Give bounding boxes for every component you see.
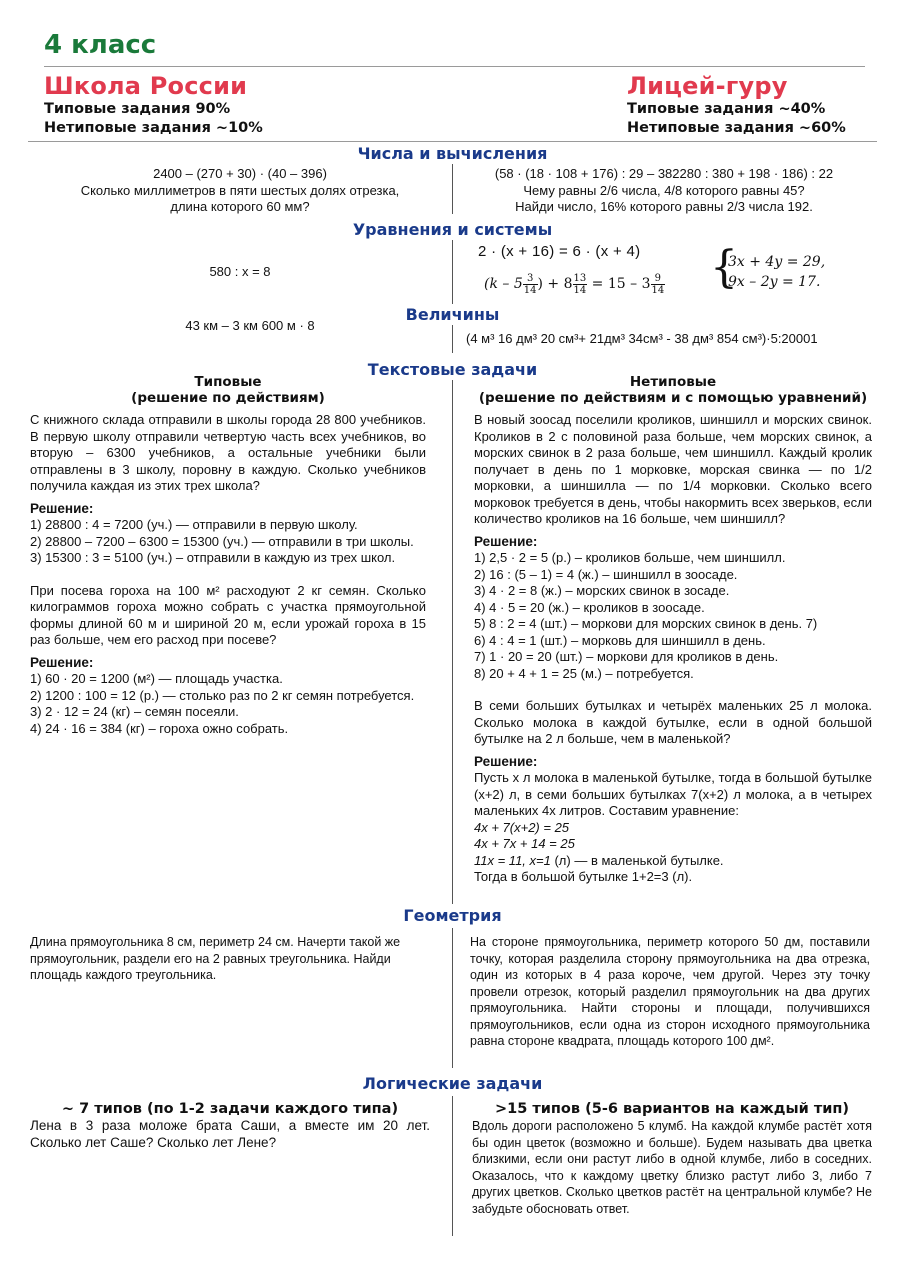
right-program-name: Лицей-гуру — [627, 72, 788, 100]
divider — [44, 66, 865, 67]
right-program — [627, 72, 846, 138]
numerator: 3 — [523, 273, 538, 285]
expression: (58 · (18 · 108 + 176) : 29 – 382280 : 380 + 198 · 186) : 22 — [494, 166, 834, 181]
eq-part: (k – 5 — [484, 276, 523, 292]
denominator: 14 — [523, 284, 537, 296]
task-text: Чему равны 2/6 числа, 4/8 которого равны 45? — [523, 182, 805, 198]
right-program-typical: Типовые задания ~40% — [627, 101, 826, 117]
equation-result-note: (л) — в маленькой бутылке. — [550, 852, 724, 868]
solution-label: Решение: — [30, 654, 94, 670]
solution-step: 1) 2,5 · 2 = 5 (р.) – кроликов больше, чем шиншилл. — [474, 550, 786, 565]
solution-step: 4) 24 · 16 = 384 (кг) – гороха ожно собрать. — [30, 720, 289, 736]
numbers-right — [462, 166, 866, 216]
text-problems-left — [30, 374, 426, 737]
section-title-equations: Уравнения и системы — [352, 220, 553, 239]
solution-step: 1) 60 · 20 = 1200 (м²) — площадь участка. — [30, 671, 283, 686]
solution-label: Решение: — [474, 753, 538, 769]
quantities-left: 43 км – 3 км 600 м · 8 — [185, 318, 315, 333]
column-heading: Типовые — [194, 374, 262, 390]
solution-step: 3) 15300 : 3 = 5100 (уч.) – отправили в каждую из трех школ. — [30, 550, 396, 565]
column-subheading: (решение по действиям) — [131, 390, 325, 406]
solution-step: 6) 4 : 4 = 1 (шт.) – морковь для шиншилл в день. — [474, 632, 766, 648]
equation-step — [474, 853, 872, 870]
task-text: Сколько миллиметров в пяти шестых долях отрезка, — [80, 182, 400, 198]
fraction — [523, 273, 538, 296]
section-title-quantities: Величины — [405, 305, 500, 324]
solution-step: 2) 1200 : 100 = 12 (р.) — столько раз по 2 кг семян потребуется. — [30, 687, 415, 703]
solution-step: 5) 8 : 2 = 4 (шт.) – моркови для морских свинок в день. 7) — [474, 616, 818, 631]
column-divider — [452, 928, 453, 1068]
column-divider — [452, 164, 453, 214]
text-problems-right — [474, 374, 872, 886]
equation-system — [728, 252, 825, 292]
page-title: 4 класс — [44, 30, 157, 60]
left-program-name: Школа России — [44, 72, 248, 100]
system-brace: { — [710, 242, 738, 293]
eq-part: ) + 8 — [537, 276, 573, 292]
column-divider — [452, 240, 453, 304]
section-title-numbers: Числа и вычисления — [357, 144, 548, 163]
denominator: 14 — [573, 284, 587, 296]
task-text: длина которого 60 мм? — [170, 199, 310, 214]
equation-step: 4х + 7х + 14 = 25 — [474, 836, 575, 851]
expression: 2400 – (270 + 30) · (40 – 396) — [153, 166, 327, 181]
solution-step: 3) 2 · 12 = 24 (кг) – семян посеяли. — [30, 704, 239, 719]
column-divider — [452, 380, 453, 904]
eq-part: = 15 – 3 — [587, 276, 651, 292]
solution-text: Пусть х л молока в маленькой бутылке, тогда в большой бутылке (х+2) л, в семи больших бутылках 7(х+2) л молока, а в четырех маленьких 4х литров. Составим уравнение: — [474, 770, 872, 818]
task-text: Вдоль дороги расположено 5 клумб. На каждой клумбе растёт хотя бы один цветок (возможно и больше). Будем называть два цветка близкими, если они растут либо в одной клумбе, либо в соседних. Оказалось, что к каждому цветку близко растут либо 3, либо 7 других цветков. Сколько цветков растёт на центральной клумбе? Не забудьте обосновать ответ. — [472, 1119, 872, 1216]
column-heading: ~ 7 типов (по 1-2 задачи каждого типа) — [61, 1101, 399, 1117]
solution-conclusion: Тогда в большой бутылке 1+2=3 (л). — [474, 869, 693, 884]
geometry-right: На стороне прямоугольника, периметр которого 50 дм, поставили точку, которая разделила сторону прямоугольника на два отрезка, один из которых в 4 раза короче, чем другой. Через эту точку провели отрезок, который разделил прямоугольник на два других прямоугольника. Найти стороны и площади, получившихся прямоугольников, если одна из сторон исходного прямоугольника равна стороне квадрата, площадь которого 100 дм². — [470, 935, 870, 1048]
numbers-left — [40, 166, 440, 216]
column-heading: >15 типов (5-6 вариантов на каждый тип) — [494, 1101, 850, 1117]
quantities-right: (4 м³ 16 дм³ 20 см³+ 21дм³ 34см³ - 38 дм³ 854 см³)·5:20001 — [466, 331, 818, 346]
column-subheading: (решение по действиям и с помощью уравнений) — [478, 390, 868, 406]
section-title-text-problems: Текстовые задачи — [367, 360, 538, 379]
system-eq: 3x + 4y = 29, — [728, 254, 826, 270]
logic-left — [30, 1100, 430, 1151]
equation-linear: 2 · (x + 16) = 6 · (x + 4) — [478, 243, 641, 260]
equation-result: 11х = 11, х=1 — [474, 852, 551, 868]
task-text: При посева гороха на 100 м² расходуют 2 кг семян. Сколько килограммов гороха можно собрать с участка прямоугольной формы длиной 60 м и шириной 20 м, если урожай гороха в 15 раз больше, чем его расход при посеве? — [30, 582, 426, 647]
solution-step: 4) 4 · 5 = 20 (ж.) – кроликов в зоосаде. — [474, 599, 705, 615]
logic-right — [472, 1100, 872, 1217]
solution-step: 7) 1 · 20 = 20 (шт.) – моркови для кроликов в день. — [474, 649, 779, 664]
fraction — [573, 273, 588, 296]
column-divider — [452, 1096, 453, 1236]
left-program — [44, 72, 263, 138]
solution-step: 2) 16 : (5 – 1) = 4 (ж.) – шиншилл в зоосаде. — [474, 566, 738, 582]
equation-fractions — [484, 272, 665, 296]
solution-step: 8) 20 + 4 + 1 = 25 (м.) – потребуется. — [474, 665, 694, 681]
task-text: Найди число, 16% которого равны 2/3 числа 192. — [515, 199, 813, 214]
task-text: В семи больших бутылках и четырёх маленьких 25 л молока. Сколько молока в каждой бутылке, если в одной большой бутылке на 2 л больше, чем в маленькой? — [474, 698, 872, 746]
numerator: 13 — [573, 272, 587, 284]
system-eq: 9x – 2y = 17. — [728, 274, 821, 290]
solution-step: 3) 4 · 2 = 8 (ж.) – морских свинок в зосаде. — [474, 583, 730, 598]
solution-step: 2) 28800 – 7200 – 6300 = 15300 (уч.) — отправили в три школы. — [30, 533, 414, 549]
left-program-typical: Типовые задания 90% — [44, 101, 231, 117]
task-text: В новый зоосад поселили кроликов, шиншилл и морских свинок. Кроликов в 2 с половиной раза больше, чем морских свинок, а морских свинок в 2 раза больше, чем шиншилл. Каждый кролик получает в день по 1 морковке, морская свинка — по 1/2 морковки, а шиншилла — по 1/4 морковки. Сколько всего морковок требуется в день, чтобы накормить всех зверьков, если количество кроликов на 16 больше, чем шиншилл? — [474, 412, 872, 526]
denominator: 14 — [651, 284, 665, 296]
section-title-logic: Логические задачи — [362, 1074, 543, 1093]
solution-step: 1) 28800 : 4 = 7200 (уч.) — отправили в первую школу. — [30, 517, 358, 532]
solution-label: Решение: — [474, 533, 538, 549]
divider — [28, 141, 877, 142]
right-program-atypical: Нетиповые задания ~60% — [627, 120, 846, 136]
fraction — [651, 273, 666, 296]
equation-step: 4х + 7(х+2) = 25 — [474, 819, 570, 835]
section-title-geometry: Геометрия — [403, 906, 502, 925]
equation-left: 580 : х = 8 — [209, 264, 271, 279]
column-heading: Нетиповые — [629, 374, 717, 390]
left-program-atypical: Нетиповые задания ~10% — [44, 120, 263, 136]
geometry-left: Длина прямоугольника 8 см, периметр 24 см. Начерти такой же прямоугольник, раздели его на 2 равных треугольника. Найди площадь каждого треугольника. — [30, 935, 401, 982]
solution-label: Решение: — [30, 500, 94, 516]
numerator: 9 — [651, 273, 666, 285]
task-text: Лена в 3 раза моложе брата Саши, а вместе им 20 лет. Сколько лет Саше? Сколько лет Лене? — [30, 1118, 430, 1150]
task-text: С книжного склада отправили в школы города 28 800 учебников. В первую школу отправили четвертую часть всех учебников, во вторую – 6300 учебников, а остальные учебники были отправлены в 3 школу, поровну в каждую. Сколько учебников получила каждая из этих трех школа? — [30, 412, 426, 493]
